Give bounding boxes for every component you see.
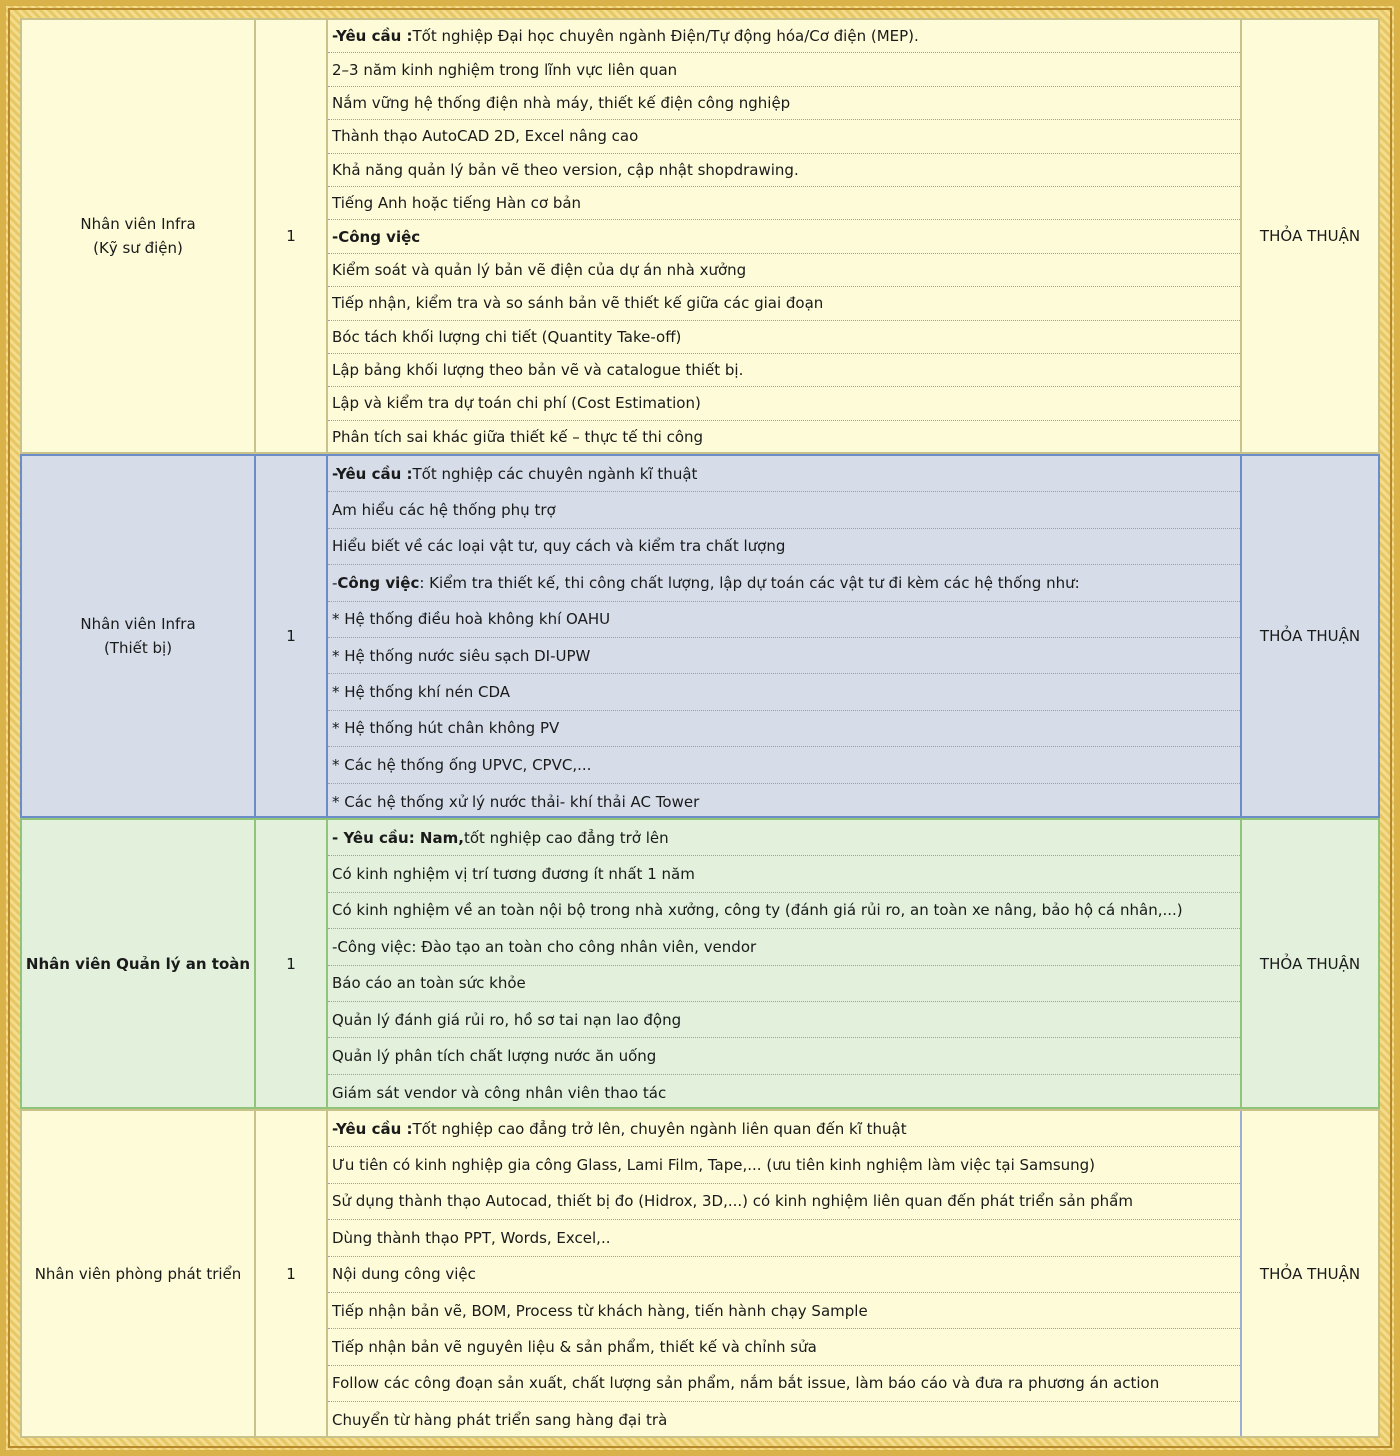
description-text: Tốt nghiệp cao đẳng trở lên, chuyên ngành liên quan đến kĩ thuật xyxy=(412,1119,907,1138)
description-line xyxy=(328,966,1240,1002)
quantity-cell: 1 xyxy=(254,20,328,452)
description-line xyxy=(328,856,1240,892)
description-line xyxy=(328,154,1240,187)
description-text: Lập bảng khối lượng theo bản vẽ và catalogue thiết bị. xyxy=(332,361,744,380)
job-row xyxy=(20,818,1380,1109)
description-text: Tiếp nhận, kiểm tra và so sánh bản vẽ thiết kế giữa các giai đoạn xyxy=(332,294,824,313)
description-text: Quản lý đánh giá rủi ro, hồ sơ tai nạn lao động xyxy=(332,1010,682,1029)
salary-cell: THỎA THUẬN xyxy=(1240,1111,1378,1436)
description-text: Dùng thành thạo PPT, Words, Excel,.. xyxy=(332,1228,611,1247)
description-text: Phân tích sai khác giữa thiết kế – thực tế thi công xyxy=(332,428,704,447)
salary-cell: THỎA THUẬN xyxy=(1240,820,1378,1107)
description-line xyxy=(328,929,1240,965)
description-line xyxy=(328,711,1240,747)
description-text: : Kiểm tra thiết kế, thi công chất lượng, lập dự toán các vật tư đi kèm các hệ thống như: xyxy=(419,573,1080,592)
description-list xyxy=(328,20,1240,452)
description-text: Thành thạo AutoCAD 2D, Excel nâng cao xyxy=(332,127,639,146)
job-row xyxy=(20,454,1380,818)
position-cell xyxy=(22,20,254,452)
description-text: Follow các công đoạn sản xuất, chất lượng sản phẩm, nắm bắt issue, làm báo cáo và đưa ra phương án action xyxy=(332,1374,1160,1393)
description-text: Lập và kiểm tra dự toán chi phí (Cost Estimation) xyxy=(332,394,701,413)
description-text: Kiểm soát và quản lý bản vẽ điện của dự án nhà xưởng xyxy=(332,260,747,279)
position-cell xyxy=(22,1111,254,1436)
description-text: Có kinh nghiệm vị trí tương đương ít nhất 1 năm xyxy=(332,865,695,884)
description-label: - Yêu cầu: Nam, xyxy=(332,828,464,847)
description-text: Sử dụng thành thạo Autocad, thiết bị đo (Hidrox, 3D,...) có kinh nghiệm liên quan đến phát triển sản phẩm xyxy=(332,1192,1133,1211)
position-cell xyxy=(22,820,254,1107)
description-text: * Hệ thống hút chân không PV xyxy=(332,719,560,738)
description-line xyxy=(328,602,1240,638)
description-line xyxy=(328,20,1240,53)
description-text: Khả năng quản lý bản vẽ theo version, cập nhật shopdrawing. xyxy=(332,160,799,179)
description-text: Nội dung công việc xyxy=(332,1265,476,1284)
description-text: Tốt nghiệp các chuyên ngành kĩ thuật xyxy=(412,464,698,483)
position-title: Nhân viên phòng phát triển xyxy=(34,1264,242,1283)
description-text: Tốt nghiệp Đại học chuyên ngành Điện/Tự động hóa/Cơ điện (MEP). xyxy=(412,27,919,46)
description-text: Báo cáo an toàn sức khỏe xyxy=(332,974,526,993)
description-line xyxy=(328,1184,1240,1220)
description-line xyxy=(328,354,1240,387)
quantity-cell: 1 xyxy=(254,456,328,816)
position-title: Nhân viên Infra xyxy=(80,615,196,633)
description-line xyxy=(328,321,1240,354)
description-line xyxy=(328,529,1240,565)
salary-cell: THỎA THUẬN xyxy=(1240,20,1378,452)
description-line xyxy=(328,1257,1240,1293)
description-line xyxy=(328,53,1240,86)
description-text: Bóc tách khối lượng chi tiết (Quantity Take-off) xyxy=(332,327,682,346)
description-text: Ưu tiên có kinh nghiệp gia công Glass, Lami Film, Tape,... (ưu tiên kinh nghiệm làm việc tại Samsung) xyxy=(332,1156,1096,1175)
job-row xyxy=(20,1109,1380,1438)
description-line xyxy=(328,1075,1240,1111)
description-text: * Các hệ thống xử lý nước thải- khí thải AC Tower xyxy=(332,792,700,811)
description-label: Công việc xyxy=(337,573,420,592)
job-row xyxy=(20,18,1380,454)
position-subtitle: (Thiết bị) xyxy=(103,639,173,657)
description-line xyxy=(328,1329,1240,1365)
description-line xyxy=(328,220,1240,253)
description-list xyxy=(328,820,1240,1107)
description-text: * Hệ thống nước siêu sạch DI-UPW xyxy=(332,646,591,665)
description-text: Quản lý phân tích chất lượng nước ăn uống xyxy=(332,1047,657,1066)
description-line xyxy=(328,784,1240,820)
description-line xyxy=(328,674,1240,710)
description-line xyxy=(328,456,1240,492)
description-line xyxy=(328,565,1240,601)
description-line xyxy=(328,1366,1240,1402)
description-list xyxy=(328,456,1240,816)
job-table xyxy=(20,18,1380,1438)
description-text: Tiếp nhận bản vẽ, BOM, Process từ khách hàng, tiến hành chạy Sample xyxy=(332,1301,868,1320)
quantity-cell: 1 xyxy=(254,1111,328,1436)
position-title: Nhân viên Quản lý an toàn xyxy=(25,954,251,973)
description-line xyxy=(328,87,1240,120)
description-text: * Hệ thống khí nén CDA xyxy=(332,683,511,702)
description-text: Nắm vững hệ thống điện nhà máy, thiết kế điện công nghiệp xyxy=(332,93,791,112)
description-line xyxy=(328,387,1240,420)
description-line xyxy=(328,1111,1240,1147)
description-line xyxy=(328,1402,1240,1438)
description-label: -Yêu cầu : xyxy=(332,27,413,46)
description-text: Am hiểu các hệ thống phụ trợ xyxy=(332,501,556,520)
description-text: -Công việc: Đào tạo an toàn cho công nhân viên, vendor xyxy=(332,937,757,956)
description-line xyxy=(328,1002,1240,1038)
description-label: -Yêu cầu : xyxy=(332,464,413,483)
description-line xyxy=(328,747,1240,783)
description-line xyxy=(328,287,1240,320)
description-line xyxy=(328,1293,1240,1329)
position-title: Nhân viên Infra xyxy=(80,215,196,233)
description-prefix: - xyxy=(332,573,338,592)
description-text: 2–3 năm kinh nghiệm trong lĩnh vực liên quan xyxy=(332,60,678,79)
description-text: * Hệ thống điều hoà không khí OAHU xyxy=(332,610,611,629)
description-text: Chuyển từ hàng phát triển sang hàng đại trà xyxy=(332,1411,668,1430)
description-text: Có kinh nghiệm về an toàn nội bộ trong nhà xưởng, công ty (đánh giá rủi ro, an toàn xe nâng, bảo hộ cá nhân,...) xyxy=(332,901,1183,920)
description-label: -Yêu cầu : xyxy=(332,1119,413,1138)
description-line xyxy=(328,1147,1240,1183)
description-line xyxy=(328,421,1240,454)
description-line xyxy=(328,638,1240,674)
description-list xyxy=(328,1111,1240,1436)
description-line xyxy=(328,187,1240,220)
description-line xyxy=(328,120,1240,153)
position-cell xyxy=(22,456,254,816)
description-text: Tiếp nhận bản vẽ nguyên liệu & sản phẩm, thiết kế và chỉnh sửa xyxy=(332,1338,817,1357)
quantity-cell: 1 xyxy=(254,820,328,1107)
description-text: Giám sát vendor và công nhân viên thao tác xyxy=(332,1083,667,1102)
description-line xyxy=(328,254,1240,287)
description-line xyxy=(328,820,1240,856)
description-text: Tiếng Anh hoặc tiếng Hàn cơ bản xyxy=(332,194,582,213)
description-line xyxy=(328,1038,1240,1074)
description-text: tốt nghiệp cao đẳng trở lên xyxy=(463,828,669,847)
description-text: * Các hệ thống ống UPVC, CPVC,... xyxy=(332,755,592,774)
description-line xyxy=(328,1220,1240,1256)
description-label: -Công việc xyxy=(332,227,421,246)
description-text: Hiểu biết về các loại vật tư, quy cách và kiểm tra chất lượng xyxy=(332,537,786,556)
salary-cell: THỎA THUẬN xyxy=(1240,456,1378,816)
description-line xyxy=(328,893,1240,929)
description-line xyxy=(328,492,1240,528)
position-subtitle: (Kỹ sư điện) xyxy=(93,239,183,257)
